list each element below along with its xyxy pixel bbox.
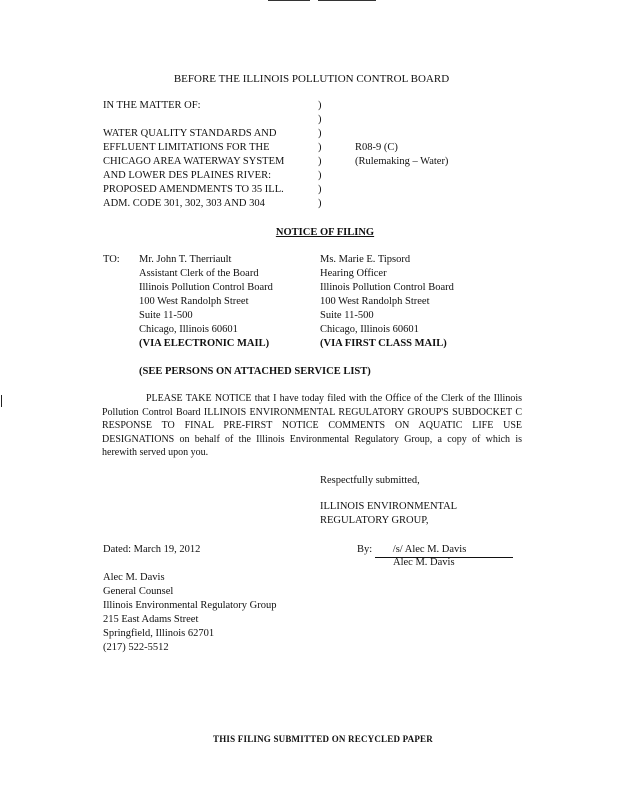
e-signature: /s/ Alec M. Davis [375,543,513,558]
caption-paren: ) [318,142,322,153]
caption-line: AND LOWER DES PLAINES RIVER: [103,170,271,181]
caption-paren: ) [318,100,322,111]
caption-line: ADM. CODE 301, 302, 303 AND 304 [103,198,265,209]
counsel-block [103,571,277,655]
org-line: ILLINOIS ENVIRONMENTAL [320,501,458,512]
address-line: Ms. Marie E. Tipsord [320,254,411,265]
scan-mark-top-left [268,0,310,1]
caption-paren: ) [318,114,322,125]
caption-line: WATER QUALITY STANDARDS AND [103,128,277,139]
case-number: R08-9 (C) [355,142,398,153]
caption-line: EFFLUENT LIMITATIONS FOR THE [103,142,270,153]
date-line: Dated: March 19, 2012 [103,544,201,555]
address-line: Illinois Pollution Control Board [139,282,273,293]
scan-mark-left-edge [1,395,2,407]
delivery-method: (VIA ELECTRONIC MAIL) [139,338,270,349]
counsel-line: 215 East Adams Street [103,614,199,625]
board-title: BEFORE THE ILLINOIS POLLUTION CONTROL BOARD [173,73,450,85]
address-line: 100 West Randolph Street [139,296,249,307]
printed-name: Alec M. Davis [393,557,455,568]
counsel-line: Springfield, Illinois 62701 [103,628,215,639]
notice-body-text: PLEASE TAKE NOTICE that I have today filed with the Office of the Clerk of the Illinois Pollution Control Board ILLINOIS ENVIRONMENTAL REGULATORY GROUP'S SUBDOCKET C RESPONSE TO FINAL PRE-FIRST NOTICE COMMENTS ON AQUATIC LIFE USE DESIGNATIONS on behalf of the Illinois Environmental Regulatory Group, a copy of which is herewith served upon you. [102,393,522,458]
address-line: Mr. John T. Therriault [139,254,232,265]
caption-paren: ) [318,198,322,209]
scan-mark-top-right [318,0,376,1]
caption-paren: ) [318,128,322,139]
address-line: Illinois Pollution Control Board [320,282,454,293]
notice-body [102,392,522,460]
recipient-clerk [139,253,273,351]
counsel-line: Illinois Environmental Regulatory Group [103,600,277,611]
address-line: Hearing Officer [320,268,387,279]
address-line: Assistant Clerk of the Board [139,268,259,279]
caption-paren: ) [318,156,322,167]
caption-line: CHICAGO AREA WATERWAY SYSTEM [103,156,285,167]
caption-line: IN THE MATTER OF: [103,100,201,111]
caption-line: PROPOSED AMENDMENTS TO 35 ILL. [103,184,284,195]
address-line: Suite 11-500 [320,310,374,321]
address-line: Chicago, Illinois 60601 [320,324,419,335]
recipient-hearing-officer [320,253,454,351]
recycled-paper-footer: THIS FILING SUBMITTED ON RECYCLED PAPER [213,734,433,744]
to-label: TO: [103,254,120,265]
caption-paren: ) [318,184,322,195]
service-list-note: (SEE PERSONS ON ATTACHED SERVICE LIST) [139,366,371,377]
delivery-method: (VIA FIRST CLASS MAIL) [320,338,447,349]
case-type: (Rulemaking – Water) [355,156,449,167]
address-line: 100 West Randolph Street [320,296,430,307]
closing: Respectfully submitted, [320,475,420,486]
by-label: By: [357,544,373,555]
address-line: Suite 11-500 [139,310,193,321]
org-line: REGULATORY GROUP, [320,515,429,526]
counsel-line: Alec M. Davis [103,572,165,583]
counsel-line: (217) 522-5512 [103,642,169,653]
caption-paren: ) [318,170,322,181]
notice-title: NOTICE OF FILING [275,227,375,238]
address-line: Chicago, Illinois 60601 [139,324,238,335]
counsel-line: General Counsel [103,586,174,597]
